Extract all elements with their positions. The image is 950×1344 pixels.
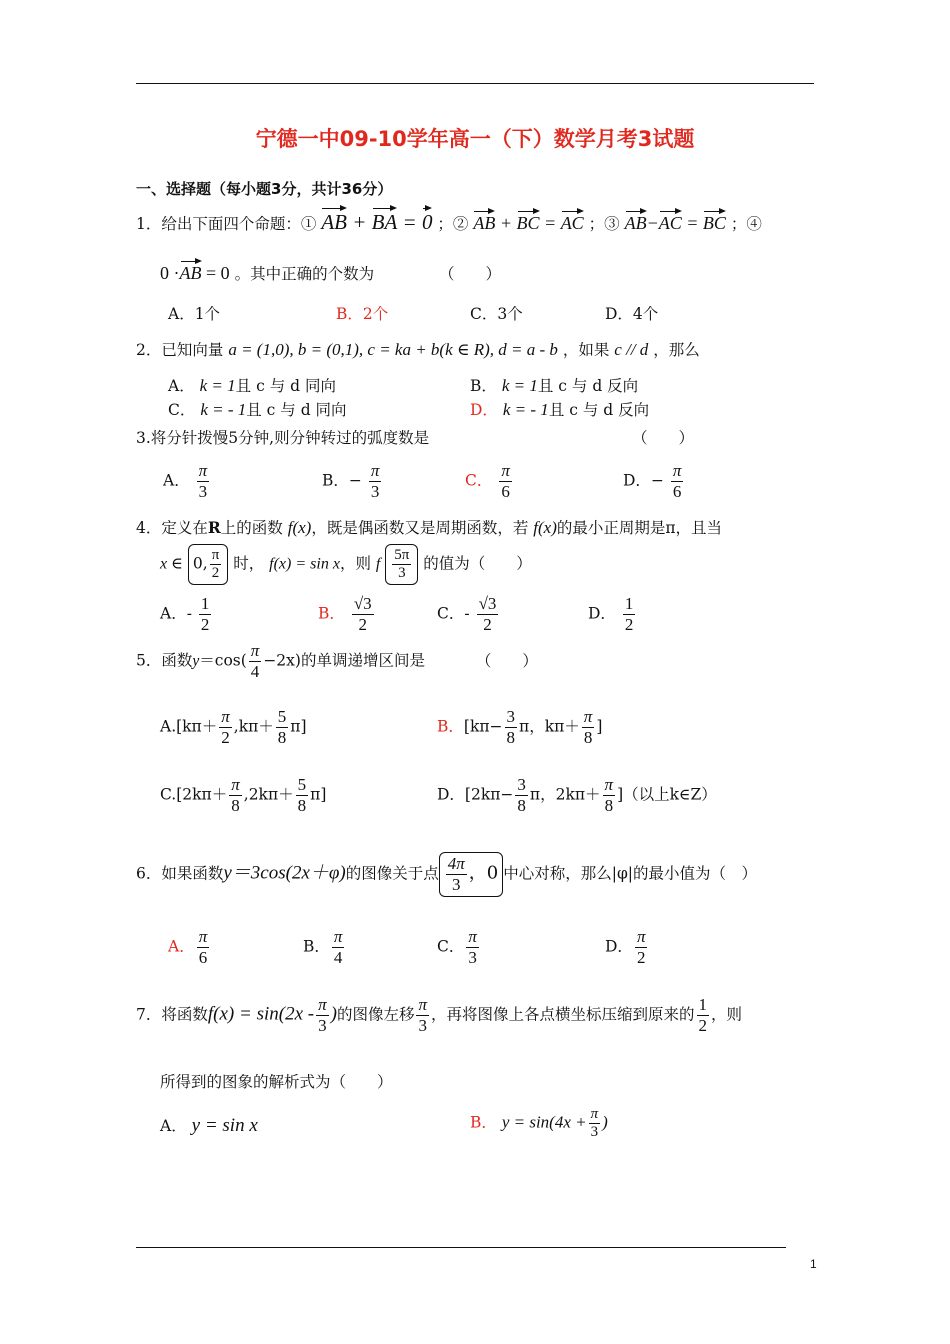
numerator: 1 <box>624 594 634 613</box>
denominator: 3 <box>452 874 461 894</box>
q4-fdef: f(x) = sin x <box>269 555 340 573</box>
footer-rule <box>136 1247 786 1248</box>
denominator: 3 <box>398 564 406 581</box>
question-1-line-2 <box>160 262 501 284</box>
option-label: D． <box>588 604 616 623</box>
option-fraction: $\frac{3}{8}$ <box>517 775 526 815</box>
option-fraction <box>499 462 512 501</box>
question-7 <box>136 996 742 1035</box>
q1-sep: ；③ <box>588 215 620 233</box>
option-label: C． <box>465 471 493 490</box>
q5-option-d <box>437 776 717 815</box>
q5-stem: 5．函数 <box>136 651 193 670</box>
option-text: ] <box>596 717 603 736</box>
q7-stem: ，则 <box>711 1005 743 1024</box>
q4-argument <box>385 544 418 585</box>
question-5 <box>136 642 538 681</box>
header-rule <box>136 83 814 84</box>
answer-paren: （ ） <box>632 429 695 447</box>
denominator: 6 <box>672 481 682 501</box>
q7-stem: 的图像左移 <box>336 1005 415 1024</box>
q7-half-fraction <box>697 996 710 1035</box>
option-text: π] <box>310 785 327 804</box>
q4-fx: f(x) <box>533 518 557 537</box>
q1-stem-end: 。其中正确的个数为 <box>234 265 375 283</box>
question-1-line-1 <box>136 210 762 235</box>
q4-when: 时， <box>233 554 265 573</box>
q1-prop-2: AB + BC = AC <box>473 213 584 233</box>
q4-stem: 4．定义在 <box>136 519 208 537</box>
q1-prop-3: AB−AC = BC <box>624 213 726 233</box>
page-title: 宁德一中09-10学年高一（下）数学月考3试题 <box>255 127 695 151</box>
q6-option-c <box>437 928 481 967</box>
option-sign: − <box>650 471 664 490</box>
q4-stem: 的最小正周期是π，且当 <box>556 519 723 537</box>
answer-paren: （ ） <box>475 651 538 670</box>
interval-fraction <box>210 547 222 582</box>
answer-paren: （ ） <box>439 265 502 283</box>
option-math: y = sin x <box>191 1115 258 1136</box>
argument-fraction <box>392 547 411 582</box>
option-fraction: $\frac{3}{8}$ <box>506 707 516 747</box>
q3-option-d <box>623 462 685 501</box>
option-math: y = sin(4x + <box>501 1112 587 1132</box>
option-text: D．[2kπ− <box>437 785 514 804</box>
option-label: A． <box>168 377 195 395</box>
question-2 <box>136 338 700 360</box>
q7-option-a <box>160 1114 258 1137</box>
q4-option-c <box>437 595 500 634</box>
q7-shift-fraction: $\frac{\pi}{3}$ <box>418 995 427 1035</box>
option-label: B． <box>322 471 349 490</box>
option-fraction: $\frac{\pi}{4}$ <box>333 927 343 967</box>
q6-stem: 6．如果函数 <box>136 864 224 883</box>
q4-fx: f(x) <box>287 518 312 537</box>
option-label: B． <box>470 377 497 395</box>
q5-option-c <box>160 776 326 815</box>
q1-option-b: B．2个 <box>336 305 389 323</box>
q2-option-d <box>470 398 649 420</box>
numerator: π <box>250 641 260 660</box>
q4-option-a <box>160 595 213 634</box>
q1-option-d: D．4个 <box>605 305 659 323</box>
q2-option-b <box>470 374 638 396</box>
option-text: [kπ− <box>463 717 503 736</box>
q7-function: f(x) = sin(2x - <box>207 1003 315 1025</box>
q5-y: y <box>192 652 200 670</box>
denominator: 3 <box>370 481 380 501</box>
option-label: D． <box>470 401 498 419</box>
q4-x-in: x ∈ <box>160 555 183 573</box>
numerator: 5π <box>394 547 410 563</box>
q6-option-a <box>168 928 211 967</box>
question-4-line-2 <box>160 544 532 585</box>
option-label: C． <box>437 937 465 956</box>
option-fraction <box>219 708 232 747</box>
option-fraction <box>197 462 210 501</box>
q5-stem: −2x)的单调递增区间是 <box>263 651 425 670</box>
question-4-line-1 <box>136 516 722 538</box>
numerator: 4π <box>447 854 465 873</box>
denominator: 2 <box>636 947 646 967</box>
option-math-end: ) <box>602 1112 608 1132</box>
point-fraction <box>446 855 467 894</box>
q1-sep: ；② <box>437 215 469 233</box>
q6-stem: 的图像关于点 <box>345 864 439 883</box>
option-label: D． <box>623 471 651 490</box>
option-fraction: $\frac{5}{8}$ <box>297 775 307 815</box>
denominator: 2 <box>221 727 230 747</box>
option-text: π] <box>290 717 307 736</box>
q4-interval <box>188 544 228 585</box>
option-fraction <box>199 595 212 634</box>
denominator: 2 <box>483 614 492 634</box>
denominator: 2 <box>211 564 220 581</box>
denominator: 2 <box>624 614 634 634</box>
q7-option-b <box>470 1106 608 1141</box>
denominator: 3 <box>198 481 208 501</box>
option-label: D． <box>605 937 633 956</box>
option-text: 且 c 与 d 反向 <box>537 377 639 395</box>
option-text: ]（以上k∈Z） <box>617 785 717 804</box>
q4-f: f <box>375 555 381 573</box>
option-math: k = - 1 <box>200 400 247 419</box>
q4-option-d <box>588 595 637 634</box>
q2-stem-end: ，那么 <box>653 341 700 359</box>
q1-option-c: C．3个 <box>470 305 523 323</box>
question-6 <box>136 852 757 897</box>
q6-stem: 中心对称，那么|φ|的最小值为（ ） <box>503 864 758 883</box>
option-label: B． <box>303 937 330 956</box>
question-3 <box>136 426 429 448</box>
q6-option-d <box>605 928 649 967</box>
option-fraction <box>369 462 382 501</box>
denominator: 6 <box>501 481 510 501</box>
q2-stem-mid: ，如果 <box>562 341 610 359</box>
q4-stem: 上的函数 <box>220 519 283 537</box>
option-label: A． <box>160 604 187 623</box>
numerator: π <box>501 461 510 480</box>
q4-option-b <box>318 595 376 634</box>
denominator: 6 <box>198 947 208 967</box>
q1-sep: ；④ <box>730 215 762 233</box>
option-sign: - <box>186 604 192 623</box>
option-fraction <box>477 595 499 634</box>
denominator: 2 <box>200 614 210 634</box>
q1-option-a: A．1个 <box>168 305 221 323</box>
q3-option-a <box>163 462 211 501</box>
q6-option-b <box>303 928 346 967</box>
q3-option-b <box>322 462 383 501</box>
option-label: B． <box>318 604 345 623</box>
q7-stem: 7．将函数 <box>136 1005 208 1024</box>
q5-option-a <box>160 708 307 747</box>
q6-function: y＝3cos(2x＋φ) <box>223 862 346 884</box>
option-text: π，2kπ＋ <box>529 785 601 804</box>
interval-start: 0, <box>192 554 208 573</box>
numerator: 1 <box>200 594 210 613</box>
section-heading: 一、选择题（每小题3分，共计36分） <box>136 180 393 198</box>
numerator: π <box>370 461 380 480</box>
numerator: π <box>221 707 230 726</box>
option-fraction <box>671 462 684 501</box>
option-fraction <box>623 595 636 634</box>
q4-then: ，则 <box>339 554 371 573</box>
q2-expression: a = (1,0), b = (0,1), c = ka + b(k ∈ R), d = a - b <box>228 340 558 359</box>
page-number: 1 <box>810 1257 817 1271</box>
q2-stem: 2．已知向量 <box>136 341 224 359</box>
numerator: √3 <box>353 594 372 613</box>
q2-option-c <box>168 398 347 420</box>
q4-ask: 的值为（ ） <box>423 554 532 573</box>
numerator: π <box>211 547 220 563</box>
option-math: k = 1 <box>199 376 236 395</box>
option-text: C.[2kπ＋ <box>160 785 228 804</box>
q1-prop-1: AB + BA = 0 <box>321 210 433 234</box>
option-fraction: $\frac{\pi}{3}$ <box>590 1106 599 1140</box>
q7-stem: ，再将图像上各点横坐标压缩到原来的 <box>430 1005 695 1024</box>
point-zero: ，0 <box>468 862 499 884</box>
q6-point <box>439 852 503 897</box>
option-fraction: $\frac{\pi}{8}$ <box>604 775 614 815</box>
option-math: k = 1 <box>501 376 538 395</box>
denominator: 2 <box>698 1015 707 1035</box>
option-text: 且 c 与 d 同向 <box>246 401 347 419</box>
q4-R: R <box>207 518 221 537</box>
option-label: B． <box>470 1113 497 1132</box>
numerator: √3 <box>478 594 497 613</box>
option-label: A． <box>168 937 195 956</box>
option-fraction: $\frac{\pi}{8}$ <box>583 707 593 747</box>
q5-option-b: B．[kπ− $\frac{3}{8}$ π，kπ＋ $\frac{\pi}{8}$ ] <box>437 707 603 747</box>
option-sign: − <box>348 471 362 490</box>
q3-option-c <box>465 462 514 501</box>
option-text: ,2kπ＋ <box>243 785 294 804</box>
option-sign: - <box>464 604 470 623</box>
denominator: 2 <box>358 614 367 634</box>
option-math: k = - 1 <box>502 400 549 419</box>
denominator: 3 <box>468 947 477 967</box>
numerator: π <box>198 461 208 480</box>
q2-condition: c // d <box>614 340 649 359</box>
option-fraction: $\frac{\pi}{8}$ <box>231 775 240 815</box>
option-text: 且 c 与 d 反向 <box>548 401 650 419</box>
option-label: C． <box>437 604 465 623</box>
option-fraction: $\frac{\pi}{6}$ <box>198 927 208 967</box>
numerator: 1 <box>698 995 707 1014</box>
option-text: ,kπ＋ <box>233 717 274 736</box>
option-fraction: $\frac{\pi}{3}$ <box>468 927 477 967</box>
option-text: π，kπ＋ <box>519 717 580 736</box>
option-label: A． <box>160 1117 187 1135</box>
q7-line-2: 所得到的图象的解析式为（ ） <box>160 1073 393 1091</box>
denominator: 4 <box>333 947 343 967</box>
q1-prop-4: 0 ·AB = 0 <box>160 263 230 283</box>
option-fraction: $\frac{\pi}{2}$ <box>636 927 646 967</box>
option-text: A.[kπ＋ <box>160 717 218 736</box>
denominator: 4 <box>250 661 260 681</box>
q1-stem: 1．给出下面四个命题：① <box>136 215 317 233</box>
q5-stem: ＝cos( <box>199 651 247 670</box>
q4-stem: ，既是偶函数又是周期函数，若 <box>311 519 529 537</box>
option-label: C． <box>168 401 196 419</box>
q2-option-a <box>168 374 336 396</box>
numerator: π <box>672 461 682 480</box>
option-fraction <box>352 595 374 634</box>
option-text: 且 c 与 d 同向 <box>235 377 336 395</box>
option-label: A． <box>163 471 190 490</box>
q7-fraction: $\frac{\pi}{3}$ <box>318 995 327 1035</box>
q7-function-end: ) <box>330 1003 337 1025</box>
option-fraction: $\frac{5}{8}$ <box>277 707 287 747</box>
q3-stem: 3.将分针拨慢5分钟,则分钟转过的弧度数是 <box>136 429 430 447</box>
q5-fraction <box>249 642 262 681</box>
